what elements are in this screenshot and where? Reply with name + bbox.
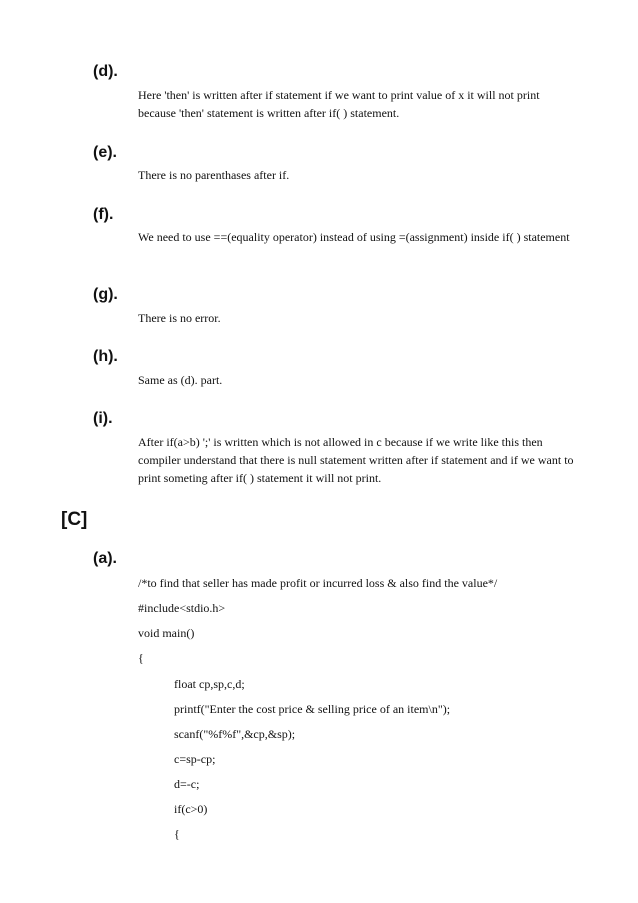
answer-label-g: (g).: [93, 286, 118, 303]
answer-label-i: (i).: [93, 410, 113, 427]
answer-label-d: (d).: [93, 63, 118, 80]
answer-text-i: After if(a>b) ';' is written which is not allowed in c because if we write like this then compiler understand that there is null statement written after if statement and if we want to print someting after if( ) statement it will not print.: [138, 435, 574, 485]
answer-text-e: There is no parenthases after if.: [138, 168, 290, 182]
answer-label-h: (h).: [93, 348, 118, 365]
code-line: {: [174, 827, 180, 841]
answer-text-h: Same as (d). part.: [138, 373, 223, 387]
answer-text-g: There is no error.: [138, 311, 221, 325]
code-line: c=sp-cp;: [174, 752, 216, 766]
code-line: void main(): [138, 626, 195, 640]
section-c-heading: [C]: [61, 509, 88, 530]
section-c-part-a-label: (a).: [93, 550, 117, 567]
code-line: /*to find that seller has made profit or incurred loss & also find the value*/: [138, 576, 498, 590]
code-line: scanf("%f%f",&cp,&sp);: [174, 727, 296, 741]
answer-text-f: We need to use ==(equality operator) instead of using =(assignment) inside if( ) statement: [138, 230, 570, 244]
code-line: {: [138, 651, 144, 665]
code-line: printf("Enter the cost price & selling price of an item\n");: [174, 702, 451, 716]
answer-text-d: Here 'then' is written after if statement if we want to print value of x it will not print because 'then' statement is written after if( ) statement.: [138, 88, 540, 120]
code-line: float cp,sp,c,d;: [174, 677, 245, 691]
code-line: if(c>0): [174, 802, 208, 816]
code-line: d=-c;: [174, 777, 200, 791]
code-line: #include<stdio.h>: [138, 601, 226, 615]
answer-label-e: (e).: [93, 144, 117, 161]
answer-label-f: (f).: [93, 206, 114, 223]
